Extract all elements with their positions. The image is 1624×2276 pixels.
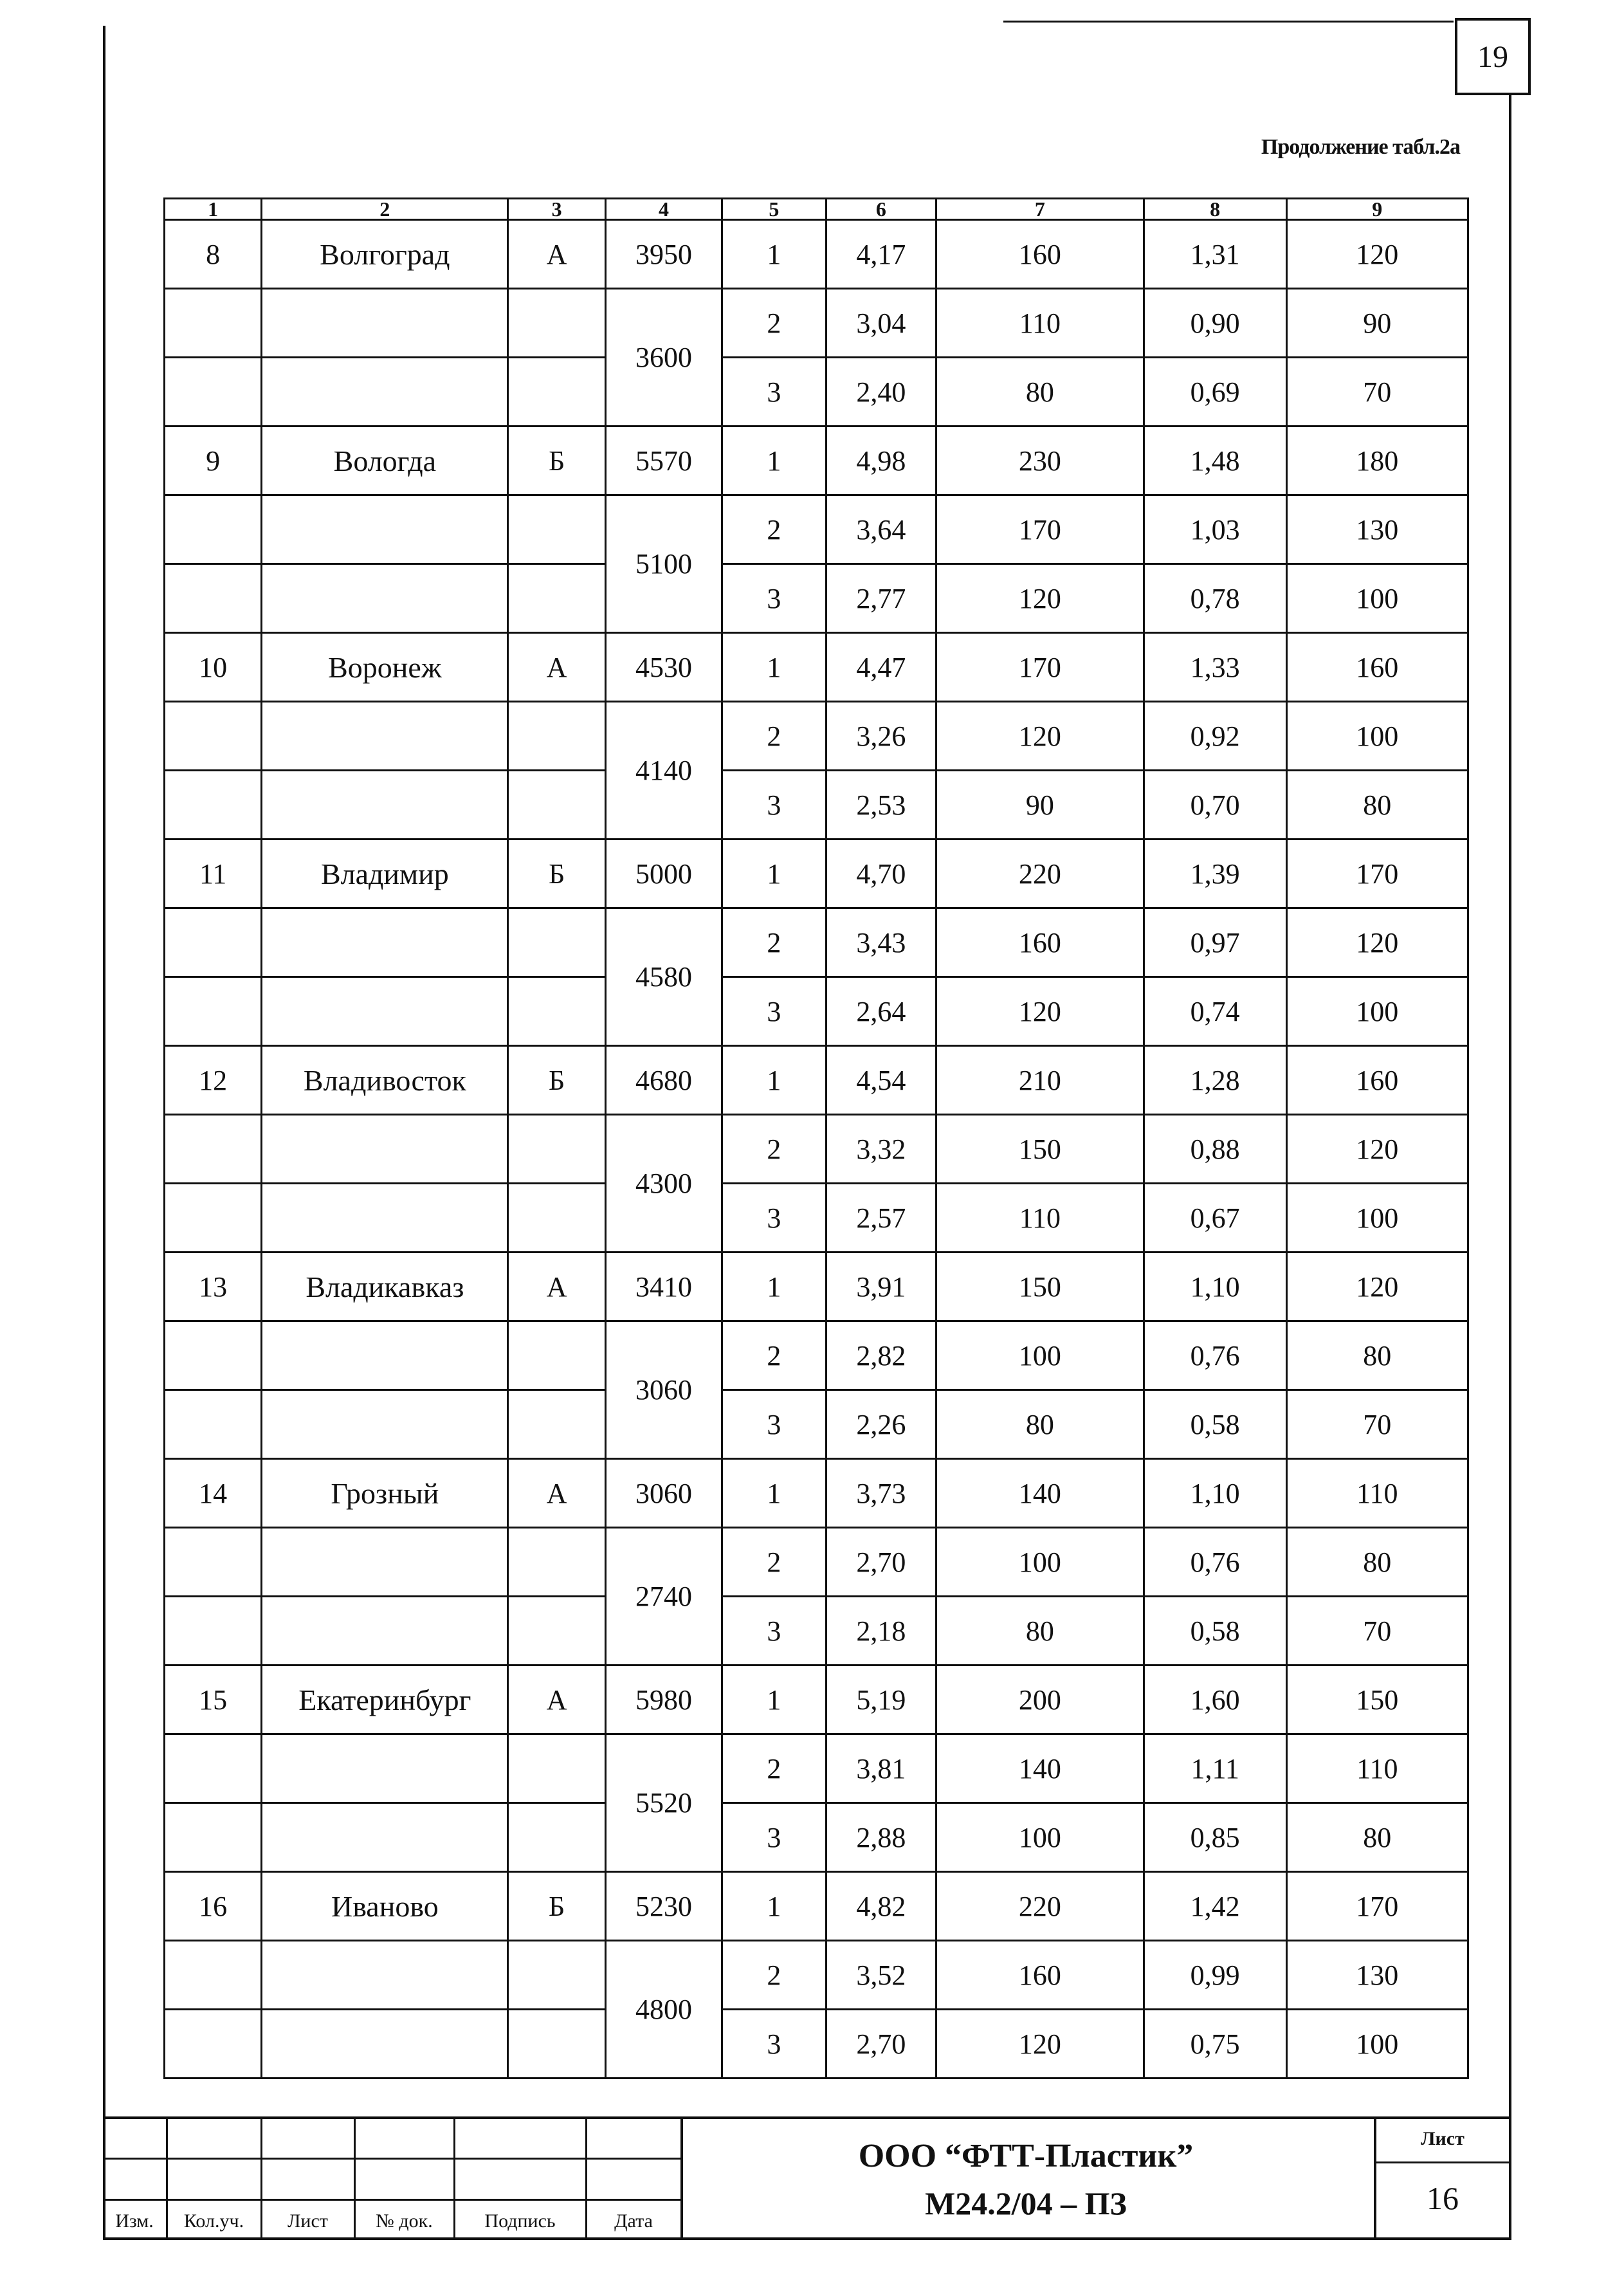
value-cell: 80 xyxy=(1286,1321,1468,1390)
empty-cell xyxy=(165,289,262,358)
value-cell: 5,19 xyxy=(826,1666,936,1734)
table-row xyxy=(165,977,1468,1046)
zone-cell: Б xyxy=(508,1046,605,1115)
value-cell: 2 xyxy=(722,702,826,771)
value-cell: 120 xyxy=(1286,1115,1468,1184)
empty-cell xyxy=(508,771,605,840)
empty-cell xyxy=(262,1321,508,1390)
value-cell: 120 xyxy=(1286,908,1468,977)
label-list: Лист xyxy=(287,2210,328,2232)
value-cell: 120 xyxy=(936,702,1144,771)
table-row xyxy=(165,1734,1468,1803)
value-cell: 120 xyxy=(936,564,1144,633)
value-cell: 150 xyxy=(936,1115,1144,1184)
value-cell: 120 xyxy=(1286,220,1468,289)
table-row xyxy=(165,2010,1468,2079)
empty-cell xyxy=(508,1528,605,1597)
value-main-cell: 5570 xyxy=(605,427,722,495)
empty-cell xyxy=(508,2010,605,2079)
empty-cell xyxy=(165,1390,262,1459)
value-cell: 160 xyxy=(1286,633,1468,702)
value-cell: 3 xyxy=(722,771,826,840)
value-cell: 1 xyxy=(722,1046,826,1115)
empty-cell xyxy=(508,289,605,358)
empty-cell xyxy=(508,908,605,977)
table-row xyxy=(165,1803,1468,1872)
empty-cell xyxy=(508,1115,605,1184)
value-cell: 2 xyxy=(722,908,826,977)
city-cell: Владимир xyxy=(262,840,508,908)
value-cell: 1 xyxy=(722,633,826,702)
table-row xyxy=(165,771,1468,840)
value-cell: 90 xyxy=(936,771,1144,840)
value-cell: 3 xyxy=(722,358,826,427)
city-cell: Владикавказ xyxy=(262,1253,508,1321)
value-cell: 80 xyxy=(1286,1803,1468,1872)
empty-cell xyxy=(165,1803,262,1872)
value-cell: 3,73 xyxy=(826,1459,936,1528)
empty-cell xyxy=(165,1321,262,1390)
value-cell: 80 xyxy=(936,1597,1144,1666)
value-cell: 0,75 xyxy=(1144,2010,1286,2079)
empty-cell xyxy=(508,1184,605,1253)
table-row xyxy=(165,1528,1468,1597)
value-cell: 3 xyxy=(722,977,826,1046)
empty-cell xyxy=(262,2010,508,2079)
value-cell: 0,74 xyxy=(1144,977,1286,1046)
value-cell: 3,52 xyxy=(826,1941,936,2010)
empty-cell xyxy=(508,702,605,771)
row-number-cell: 14 xyxy=(165,1459,262,1528)
empty-cell xyxy=(262,977,508,1046)
value-cell: 2,26 xyxy=(826,1390,936,1459)
zone-cell: Б xyxy=(508,427,605,495)
value-cell: 80 xyxy=(936,358,1144,427)
table-row xyxy=(165,564,1468,633)
value-cell: 2 xyxy=(722,1941,826,2010)
sheet-number: 16 xyxy=(1427,2180,1459,2216)
value-cell: 170 xyxy=(1286,1872,1468,1941)
value-cell: 2,64 xyxy=(826,977,936,1046)
empty-cell xyxy=(165,1734,262,1803)
row-number-cell: 12 xyxy=(165,1046,262,1115)
value-cell: 3 xyxy=(722,1597,826,1666)
value-cell: 4,47 xyxy=(826,633,936,702)
value-cell: 0,67 xyxy=(1144,1184,1286,1253)
value-sub-cell: 3600 xyxy=(605,289,722,427)
value-cell: 3,26 xyxy=(826,702,936,771)
column-number-row xyxy=(165,199,1468,220)
value-cell: 3 xyxy=(722,1184,826,1253)
value-cell: 0,97 xyxy=(1144,908,1286,977)
row-number-cell: 9 xyxy=(165,427,262,495)
value-cell: 2,70 xyxy=(826,2010,936,2079)
data-table xyxy=(163,197,1469,2079)
empty-cell xyxy=(165,702,262,771)
row-number-cell: 10 xyxy=(165,633,262,702)
sheet-label: Лист xyxy=(1421,2128,1464,2149)
document-code: М24.2/04 – ПЗ xyxy=(925,2185,1127,2221)
empty-cell xyxy=(262,702,508,771)
value-cell: 2 xyxy=(722,1115,826,1184)
value-cell: 1,39 xyxy=(1144,840,1286,908)
table-row xyxy=(165,358,1468,427)
value-cell: 1 xyxy=(722,1253,826,1321)
continuation-label: Продолжение табл.2а xyxy=(1261,135,1460,159)
frame-right-line xyxy=(1509,95,1511,2237)
value-cell: 70 xyxy=(1286,1597,1468,1666)
value-cell: 4,98 xyxy=(826,427,936,495)
city-cell: Владивосток xyxy=(262,1046,508,1115)
value-cell: 150 xyxy=(936,1253,1144,1321)
empty-cell xyxy=(262,1528,508,1597)
value-cell: 120 xyxy=(1286,1253,1468,1321)
value-cell: 1,48 xyxy=(1144,427,1286,495)
table-row xyxy=(165,1321,1468,1390)
empty-cell xyxy=(165,1941,262,2010)
value-main-cell: 5000 xyxy=(605,840,722,908)
table-row xyxy=(165,1666,1468,1734)
value-cell: 2 xyxy=(722,1734,826,1803)
value-cell: 200 xyxy=(936,1666,1144,1734)
value-cell: 230 xyxy=(936,427,1144,495)
table-row xyxy=(165,908,1468,977)
value-main-cell: 5980 xyxy=(605,1666,722,1734)
table-row xyxy=(165,702,1468,771)
column-number: 8 xyxy=(1144,199,1286,220)
zone-cell: Б xyxy=(508,840,605,908)
column-number: 4 xyxy=(605,199,722,220)
empty-cell xyxy=(262,771,508,840)
value-cell: 1,10 xyxy=(1144,1459,1286,1528)
table-row xyxy=(165,427,1468,495)
value-cell: 90 xyxy=(1286,289,1468,358)
empty-cell xyxy=(262,1597,508,1666)
value-cell: 100 xyxy=(1286,702,1468,771)
table-row xyxy=(165,1597,1468,1666)
empty-cell xyxy=(508,358,605,427)
label-date: Дата xyxy=(614,2210,653,2232)
value-cell: 3 xyxy=(722,2010,826,2079)
value-cell: 1 xyxy=(722,427,826,495)
value-main-cell: 3060 xyxy=(605,1459,722,1528)
row-number-cell: 8 xyxy=(165,220,262,289)
value-cell: 1 xyxy=(722,1872,826,1941)
value-cell: 220 xyxy=(936,1872,1144,1941)
table-row xyxy=(165,1941,1468,2010)
empty-cell xyxy=(262,1941,508,2010)
table-row xyxy=(165,840,1468,908)
city-cell: Иваново xyxy=(262,1872,508,1941)
table-row xyxy=(165,1390,1468,1459)
empty-cell xyxy=(508,1321,605,1390)
empty-cell xyxy=(508,1597,605,1666)
label-kol-uch: Кол.уч. xyxy=(183,2210,244,2232)
empty-cell xyxy=(262,1390,508,1459)
column-number: 9 xyxy=(1286,199,1468,220)
empty-cell xyxy=(165,1115,262,1184)
value-cell: 1,42 xyxy=(1144,1872,1286,1941)
value-cell: 100 xyxy=(1286,564,1468,633)
empty-cell xyxy=(165,2010,262,2079)
empty-cell xyxy=(165,1528,262,1597)
value-main-cell: 4680 xyxy=(605,1046,722,1115)
table-row xyxy=(165,289,1468,358)
value-cell: 110 xyxy=(1286,1734,1468,1803)
value-sub-cell: 2740 xyxy=(605,1528,722,1666)
value-cell: 100 xyxy=(936,1803,1144,1872)
empty-cell xyxy=(165,1597,262,1666)
value-cell: 3 xyxy=(722,1390,826,1459)
value-cell: 160 xyxy=(1286,1046,1468,1115)
value-cell: 80 xyxy=(1286,771,1468,840)
value-cell: 140 xyxy=(936,1734,1144,1803)
value-cell: 170 xyxy=(936,633,1144,702)
value-cell: 0,58 xyxy=(1144,1597,1286,1666)
value-cell: 2,70 xyxy=(826,1528,936,1597)
empty-cell xyxy=(262,289,508,358)
value-cell: 0,69 xyxy=(1144,358,1286,427)
value-cell: 140 xyxy=(936,1459,1144,1528)
value-cell: 80 xyxy=(936,1390,1144,1459)
column-number: 7 xyxy=(936,199,1144,220)
value-cell: 70 xyxy=(1286,358,1468,427)
value-cell: 2,53 xyxy=(826,771,936,840)
value-cell: 3,32 xyxy=(826,1115,936,1184)
value-sub-cell: 3060 xyxy=(605,1321,722,1459)
value-cell: 110 xyxy=(1286,1459,1468,1528)
value-cell: 100 xyxy=(1286,977,1468,1046)
value-cell: 3,81 xyxy=(826,1734,936,1803)
value-cell: 3,43 xyxy=(826,908,936,977)
column-number: 5 xyxy=(722,199,826,220)
table-row xyxy=(165,633,1468,702)
value-cell: 80 xyxy=(1286,1528,1468,1597)
column-number: 6 xyxy=(826,199,936,220)
empty-cell xyxy=(262,1734,508,1803)
row-number-cell: 16 xyxy=(165,1872,262,1941)
empty-cell xyxy=(508,977,605,1046)
title-block-row-line-2 xyxy=(103,2199,682,2201)
table-row xyxy=(165,495,1468,564)
value-cell: 180 xyxy=(1286,427,1468,495)
value-cell: 3 xyxy=(722,1803,826,1872)
empty-cell xyxy=(262,564,508,633)
value-cell: 0,90 xyxy=(1144,289,1286,358)
title-block-sheet-line xyxy=(1374,2161,1510,2163)
empty-cell xyxy=(165,977,262,1046)
value-cell: 2,77 xyxy=(826,564,936,633)
value-cell: 150 xyxy=(1286,1666,1468,1734)
value-cell: 3 xyxy=(722,564,826,633)
column-number: 1 xyxy=(165,199,262,220)
empty-cell xyxy=(165,1184,262,1253)
empty-cell xyxy=(165,564,262,633)
zone-cell: А xyxy=(508,633,605,702)
empty-cell xyxy=(508,1734,605,1803)
value-main-cell: 3410 xyxy=(605,1253,722,1321)
row-number-cell: 11 xyxy=(165,840,262,908)
label-signature: Подпись xyxy=(484,2210,556,2232)
empty-cell xyxy=(262,1803,508,1872)
value-cell: 0,76 xyxy=(1144,1321,1286,1390)
table-row xyxy=(165,1184,1468,1253)
value-cell: 4,17 xyxy=(826,220,936,289)
value-cell: 100 xyxy=(936,1321,1144,1390)
value-cell: 1,33 xyxy=(1144,633,1286,702)
value-cell: 130 xyxy=(1286,495,1468,564)
value-cell: 110 xyxy=(936,1184,1144,1253)
column-number: 3 xyxy=(508,199,605,220)
zone-cell: А xyxy=(508,1459,605,1528)
table-row xyxy=(165,1459,1468,1528)
value-cell: 3,04 xyxy=(826,289,936,358)
title-block-row-line-1 xyxy=(103,2158,682,2160)
value-cell: 1 xyxy=(722,220,826,289)
value-cell: 1 xyxy=(722,1666,826,1734)
value-cell: 120 xyxy=(936,977,1144,1046)
page-number: 19 xyxy=(1455,18,1531,95)
empty-cell xyxy=(165,358,262,427)
value-cell: 160 xyxy=(936,1941,1144,2010)
empty-cell xyxy=(262,495,508,564)
zone-cell: А xyxy=(508,1666,605,1734)
table-row xyxy=(165,220,1468,289)
table-row xyxy=(165,1253,1468,1321)
value-cell: 100 xyxy=(1286,2010,1468,2079)
value-sub-cell: 5100 xyxy=(605,495,722,633)
value-cell: 1,10 xyxy=(1144,1253,1286,1321)
empty-cell xyxy=(508,1941,605,2010)
value-cell: 170 xyxy=(1286,840,1468,908)
value-main-cell: 4530 xyxy=(605,633,722,702)
value-cell: 1,31 xyxy=(1144,220,1286,289)
value-cell: 2 xyxy=(722,289,826,358)
value-cell: 2 xyxy=(722,1321,826,1390)
value-cell: 110 xyxy=(936,289,1144,358)
zone-cell: Б xyxy=(508,1872,605,1941)
value-cell: 2 xyxy=(722,1528,826,1597)
value-sub-cell: 4800 xyxy=(605,1941,722,2079)
value-cell: 170 xyxy=(936,495,1144,564)
value-cell: 0,58 xyxy=(1144,1390,1286,1459)
value-cell: 0,85 xyxy=(1144,1803,1286,1872)
empty-cell xyxy=(508,564,605,633)
value-cell: 1,28 xyxy=(1144,1046,1286,1115)
label-doc-no: № док. xyxy=(376,2210,433,2232)
city-cell: Вологда xyxy=(262,427,508,495)
value-cell: 120 xyxy=(936,2010,1144,2079)
city-cell: Волгоград xyxy=(262,220,508,289)
value-cell: 0,92 xyxy=(1144,702,1286,771)
value-cell: 210 xyxy=(936,1046,1144,1115)
value-cell: 3,64 xyxy=(826,495,936,564)
column-number: 2 xyxy=(262,199,508,220)
value-cell: 130 xyxy=(1286,1941,1468,2010)
row-number-cell: 15 xyxy=(165,1666,262,1734)
empty-cell xyxy=(262,1115,508,1184)
empty-cell xyxy=(262,1184,508,1253)
empty-cell xyxy=(165,771,262,840)
value-cell: 2,82 xyxy=(826,1321,936,1390)
value-cell: 100 xyxy=(936,1528,1144,1597)
value-cell: 1,03 xyxy=(1144,495,1286,564)
value-sub-cell: 4140 xyxy=(605,702,722,840)
value-cell: 160 xyxy=(936,220,1144,289)
zone-cell: А xyxy=(508,1253,605,1321)
value-cell: 4,82 xyxy=(826,1872,936,1941)
value-cell: 70 xyxy=(1286,1390,1468,1459)
value-cell: 2,88 xyxy=(826,1803,936,1872)
city-cell: Воронеж xyxy=(262,633,508,702)
value-main-cell: 5230 xyxy=(605,1872,722,1941)
row-number-cell: 13 xyxy=(165,1253,262,1321)
value-cell: 1,11 xyxy=(1144,1734,1286,1803)
value-cell: 2 xyxy=(722,495,826,564)
organization-name: ООО “ФТТ-Пластик” xyxy=(858,2138,1194,2174)
label-izm: Изм. xyxy=(115,2210,154,2232)
value-cell: 1,60 xyxy=(1144,1666,1286,1734)
value-cell: 220 xyxy=(936,840,1144,908)
empty-cell xyxy=(165,495,262,564)
value-cell: 100 xyxy=(1286,1184,1468,1253)
title-block-top-line xyxy=(103,2116,1511,2119)
empty-cell xyxy=(262,358,508,427)
value-cell: 160 xyxy=(936,908,1144,977)
value-cell: 3,91 xyxy=(826,1253,936,1321)
value-cell: 1 xyxy=(722,840,826,908)
table-row xyxy=(165,1115,1468,1184)
value-main-cell: 3950 xyxy=(605,220,722,289)
empty-cell xyxy=(508,495,605,564)
table-row xyxy=(165,1872,1468,1941)
value-cell: 0,76 xyxy=(1144,1528,1286,1597)
value-sub-cell: 4580 xyxy=(605,908,722,1046)
value-sub-cell: 5520 xyxy=(605,1734,722,1872)
empty-cell xyxy=(262,908,508,977)
table-row xyxy=(165,1046,1468,1115)
city-cell: Грозный xyxy=(262,1459,508,1528)
value-cell: 0,70 xyxy=(1144,771,1286,840)
value-cell: 2,57 xyxy=(826,1184,936,1253)
value-cell: 4,54 xyxy=(826,1046,936,1115)
value-cell: 0,99 xyxy=(1144,1941,1286,2010)
value-sub-cell: 4300 xyxy=(605,1115,722,1253)
title-block-bottom-line xyxy=(103,2237,1511,2240)
value-cell: 2,18 xyxy=(826,1597,936,1666)
value-cell: 4,70 xyxy=(826,840,936,908)
value-cell: 0,78 xyxy=(1144,564,1286,633)
empty-cell xyxy=(508,1803,605,1872)
empty-cell xyxy=(165,908,262,977)
city-cell: Екатеринбург xyxy=(262,1666,508,1734)
value-cell: 0,88 xyxy=(1144,1115,1286,1184)
value-cell: 1 xyxy=(722,1459,826,1528)
value-cell: 2,40 xyxy=(826,358,936,427)
zone-cell: А xyxy=(508,220,605,289)
frame-left-line xyxy=(103,26,105,2239)
frame-top-line xyxy=(1003,21,1454,23)
empty-cell xyxy=(508,1390,605,1459)
